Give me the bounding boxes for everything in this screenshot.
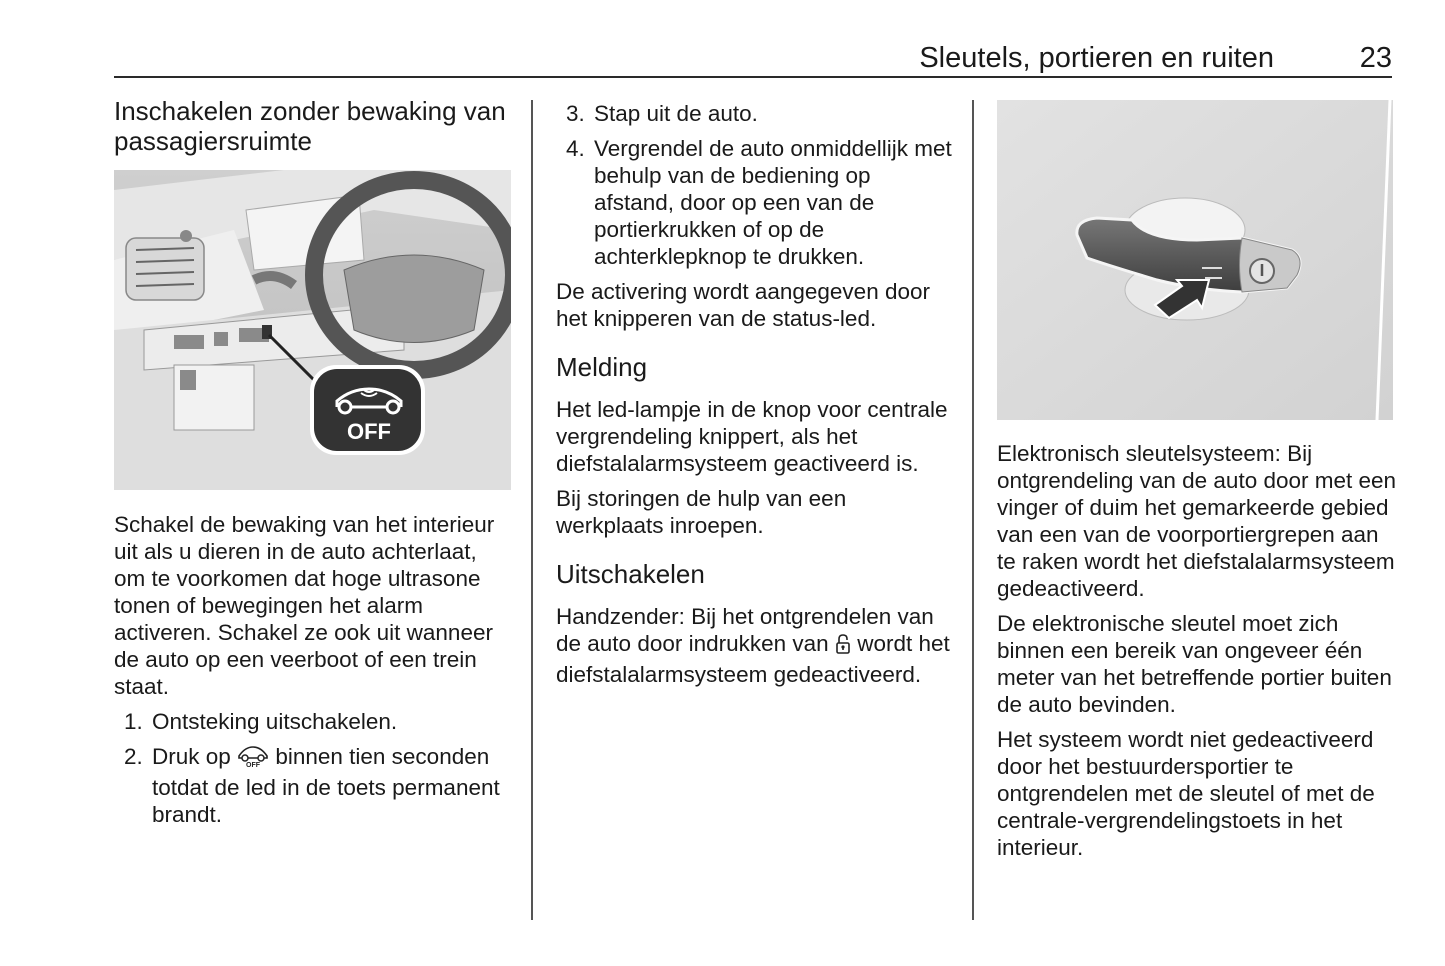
section-heading: Melding	[556, 352, 648, 382]
interior-monitoring-off-icon	[237, 744, 269, 774]
page-header	[114, 38, 1392, 78]
column-2	[556, 100, 956, 696]
paragraph: Het systeem wordt niet gedeactiveerd door het bestuurdersportier te ontgrendelen met de sleutel of met de centrale-vergrendelingstoets in het interieur.	[997, 727, 1375, 860]
section-heading: Uitschakelen	[556, 559, 705, 589]
svg-text:OFF: OFF	[246, 762, 261, 768]
paragraph: Het led-lampje in de knop voor centrale vergrendeling knippert, als het diefstalalarmsysteem geactiveerd is.	[556, 397, 948, 476]
paragraph: De elektronische sleutel moet zich binnen een bereik van ongeveer één meter van het betreffende portier buiten de auto bevinden.	[997, 611, 1392, 717]
list-item: 1. Ontsteking uitschakelen.	[124, 709, 398, 734]
list-item: 4. Vergrendel de auto onmiddellijk met behulp van de bediening op afstand, door op een van de portierkrukken of op de achterklepknop te drukken.	[566, 136, 952, 269]
interior-monitoring-off-icon	[319, 385, 419, 443]
steps-list	[556, 100, 956, 270]
list-item: 2. Druk op OFF binnen tien seconden totdat de led in de toets permanent brandt.	[124, 744, 500, 827]
column-1	[114, 96, 514, 836]
column-divider	[972, 100, 974, 920]
door-handle-drawing	[997, 100, 1393, 420]
section-title: Sleutels, portieren en ruiten	[919, 42, 1274, 74]
paragraph: Elektronisch sleutelsysteem: Bij ontgrendeling van de auto door met een vinger of duim het gemarkeerde gebied van een van de voorportiergrepen aan te raken wordt het diefstalalarmsysteem gedeactiveerd.	[997, 441, 1397, 601]
list-item: 3. Stap uit de auto.	[566, 101, 758, 126]
paragraph: De activering wordt aangegeven door het knipperen van de status-led.	[556, 279, 930, 331]
door-handle-illustration	[997, 100, 1393, 420]
dashboard-illustration	[114, 170, 511, 490]
column-divider	[531, 100, 533, 920]
paragraph: Bij storingen de hulp van een werkplaats inroepen.	[556, 486, 847, 538]
dashboard-drawing	[114, 170, 511, 490]
section-heading: Inschakelen zonder bewaking van passagiersruimte	[114, 96, 506, 156]
unlock-icon	[835, 633, 851, 661]
paragraph: Handzender: Bij het ontgrendelen van de auto door indrukken van wordt het diefstalalarmsysteem gedeactiveerd.	[556, 604, 950, 687]
column-3	[997, 96, 1397, 869]
paragraph: Schakel de bewaking van het interieur uit als u dieren in de auto achterlaat, om te voorkomen dat hoge ultrasone tonen of bewegingen het alarm activeren. Schakel ze ook uit wanneer de auto op een veerboot of een trein staat.	[114, 512, 495, 699]
steps-list	[114, 708, 514, 828]
page-number: 23	[1359, 42, 1392, 74]
off-label: OFF	[347, 419, 391, 444]
